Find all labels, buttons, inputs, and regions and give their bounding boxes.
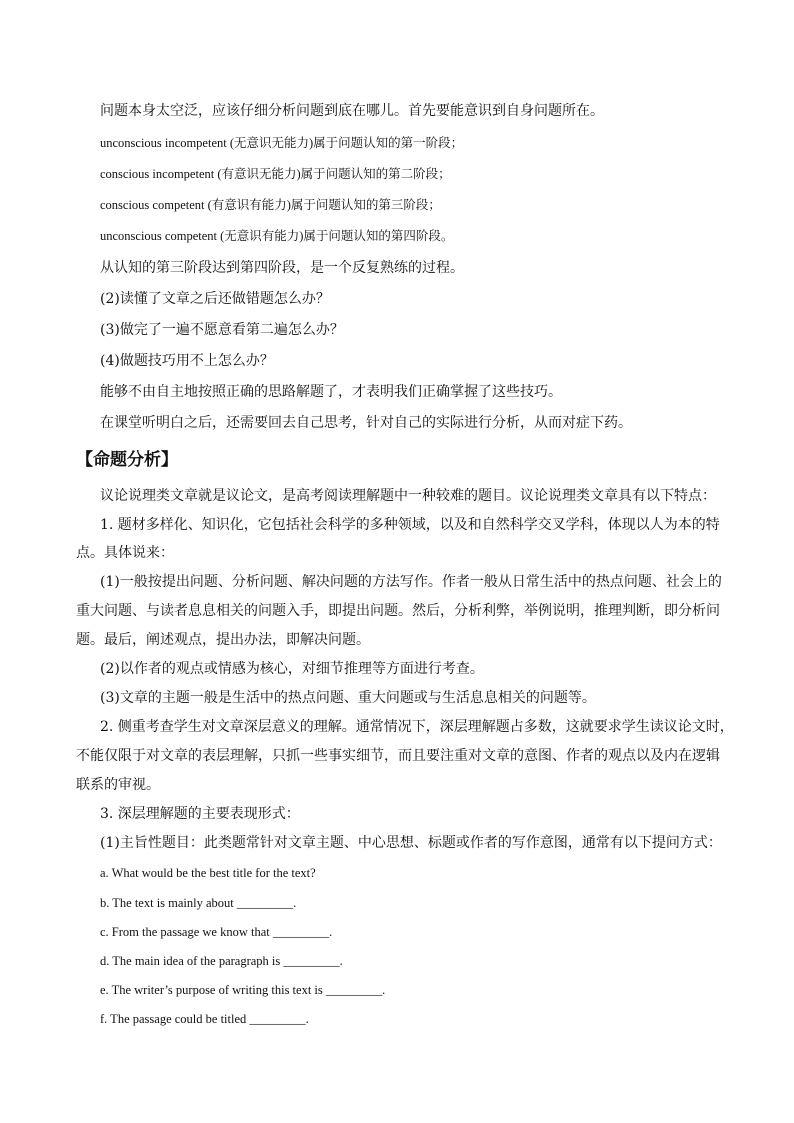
text-line: 能够不由自主地按照正确的思路解题了，才表明我们正确掌握了这些技巧。	[100, 384, 562, 400]
body-line: 2. 侧重考查学生对文章深层意义的理解。通常情况下，深层理解题占多数，这就要求学生读议论文时，	[100, 719, 734, 735]
question-form: d. The main idea of the paragraph is _________.	[100, 954, 343, 968]
body-line: 3. 深层理解题的主要表现形式：	[100, 806, 300, 822]
body-line: (1)一般按提出问题、分析问题、解决问题的方法写作。作者一般从日常生活中的热点问题、社会上的	[100, 574, 722, 590]
text-line: conscious incompetent (有意识无能力)属于问题认知的第二阶段；	[100, 167, 451, 181]
text-line: 从认知的第三阶段达到第四阶段，是一个反复熟练的过程。	[100, 260, 464, 276]
text-line: conscious competent (有意识有能力)属于问题认知的第三阶段；	[100, 198, 441, 212]
body-line: (1)主旨性题目：此类题常针对文章主题、中心思想、标题或作者的写作意图，通常有以下提问方式：	[100, 835, 722, 851]
question-form: c. From the passage we know that _________.	[100, 925, 333, 939]
body-line: 1. 题材多样化、知识化，它包括社会科学的多种领域，以及和自然科学交叉学科，体现以人为本的特	[100, 517, 720, 533]
body-line: 点。具体说来：	[76, 545, 174, 561]
text-line: unconscious incompetent (无意识无能力)属于问题认知的第一阶段；	[100, 136, 464, 150]
text-line: (3)做完了一遍不愿意看第二遍怎么办？	[100, 322, 344, 338]
body-line: (3)文章的主题一般是生活中的热点问题、重大问题或与生活息息相关的问题等。	[100, 690, 596, 706]
body-line: (2)以作者的观点或情感为核心，对细节推理等方面进行考查。	[100, 661, 484, 677]
text-line: unconscious competent (无意识有能力)属于问题认知的第四阶段。	[100, 229, 454, 243]
text-line: (2)读懂了文章之后还做错题怎么办？	[100, 291, 330, 307]
text-line: 问题本身太空泛，应该仔细分析问题到底在哪儿。首先要能意识到自身问题所在。	[100, 103, 604, 119]
body-line: 题。最后，阐述观点，提出办法，即解决问题。	[76, 632, 370, 648]
text-line: (4)做题技巧用不上怎么办？	[100, 353, 274, 369]
text-line: 在课堂听明白之后，还需要回去自己思考，针对自己的实际进行分析，从而对症下药。	[100, 415, 632, 431]
body-line: 不能仅限于对文章的表层理解，只抓一些事实细节，而且要注重对文章的意图、作者的观点以及内在逻辑	[76, 748, 720, 764]
body-line: 议论说理类文章就是议论文，是高考阅读理解题中一种较难的题目。议论说理类文章具有以下特点：	[100, 488, 716, 504]
section-heading: 【命题分析】	[76, 450, 178, 470]
question-form: e. The writer’s purpose of writing this text is _________.	[100, 983, 386, 997]
question-form: f. The passage could be titled _________.	[100, 1012, 309, 1026]
question-form: b. The text is mainly about _________.	[100, 896, 297, 910]
question-form: a. What would be the best title for the text?	[100, 866, 316, 880]
body-line: 联系的审视。	[76, 777, 160, 793]
body-line: 重大问题、与读者息息相关的问题入手，即提出问题。然后，分析利弊，举例说明，推理判断，即分析问	[76, 603, 720, 619]
